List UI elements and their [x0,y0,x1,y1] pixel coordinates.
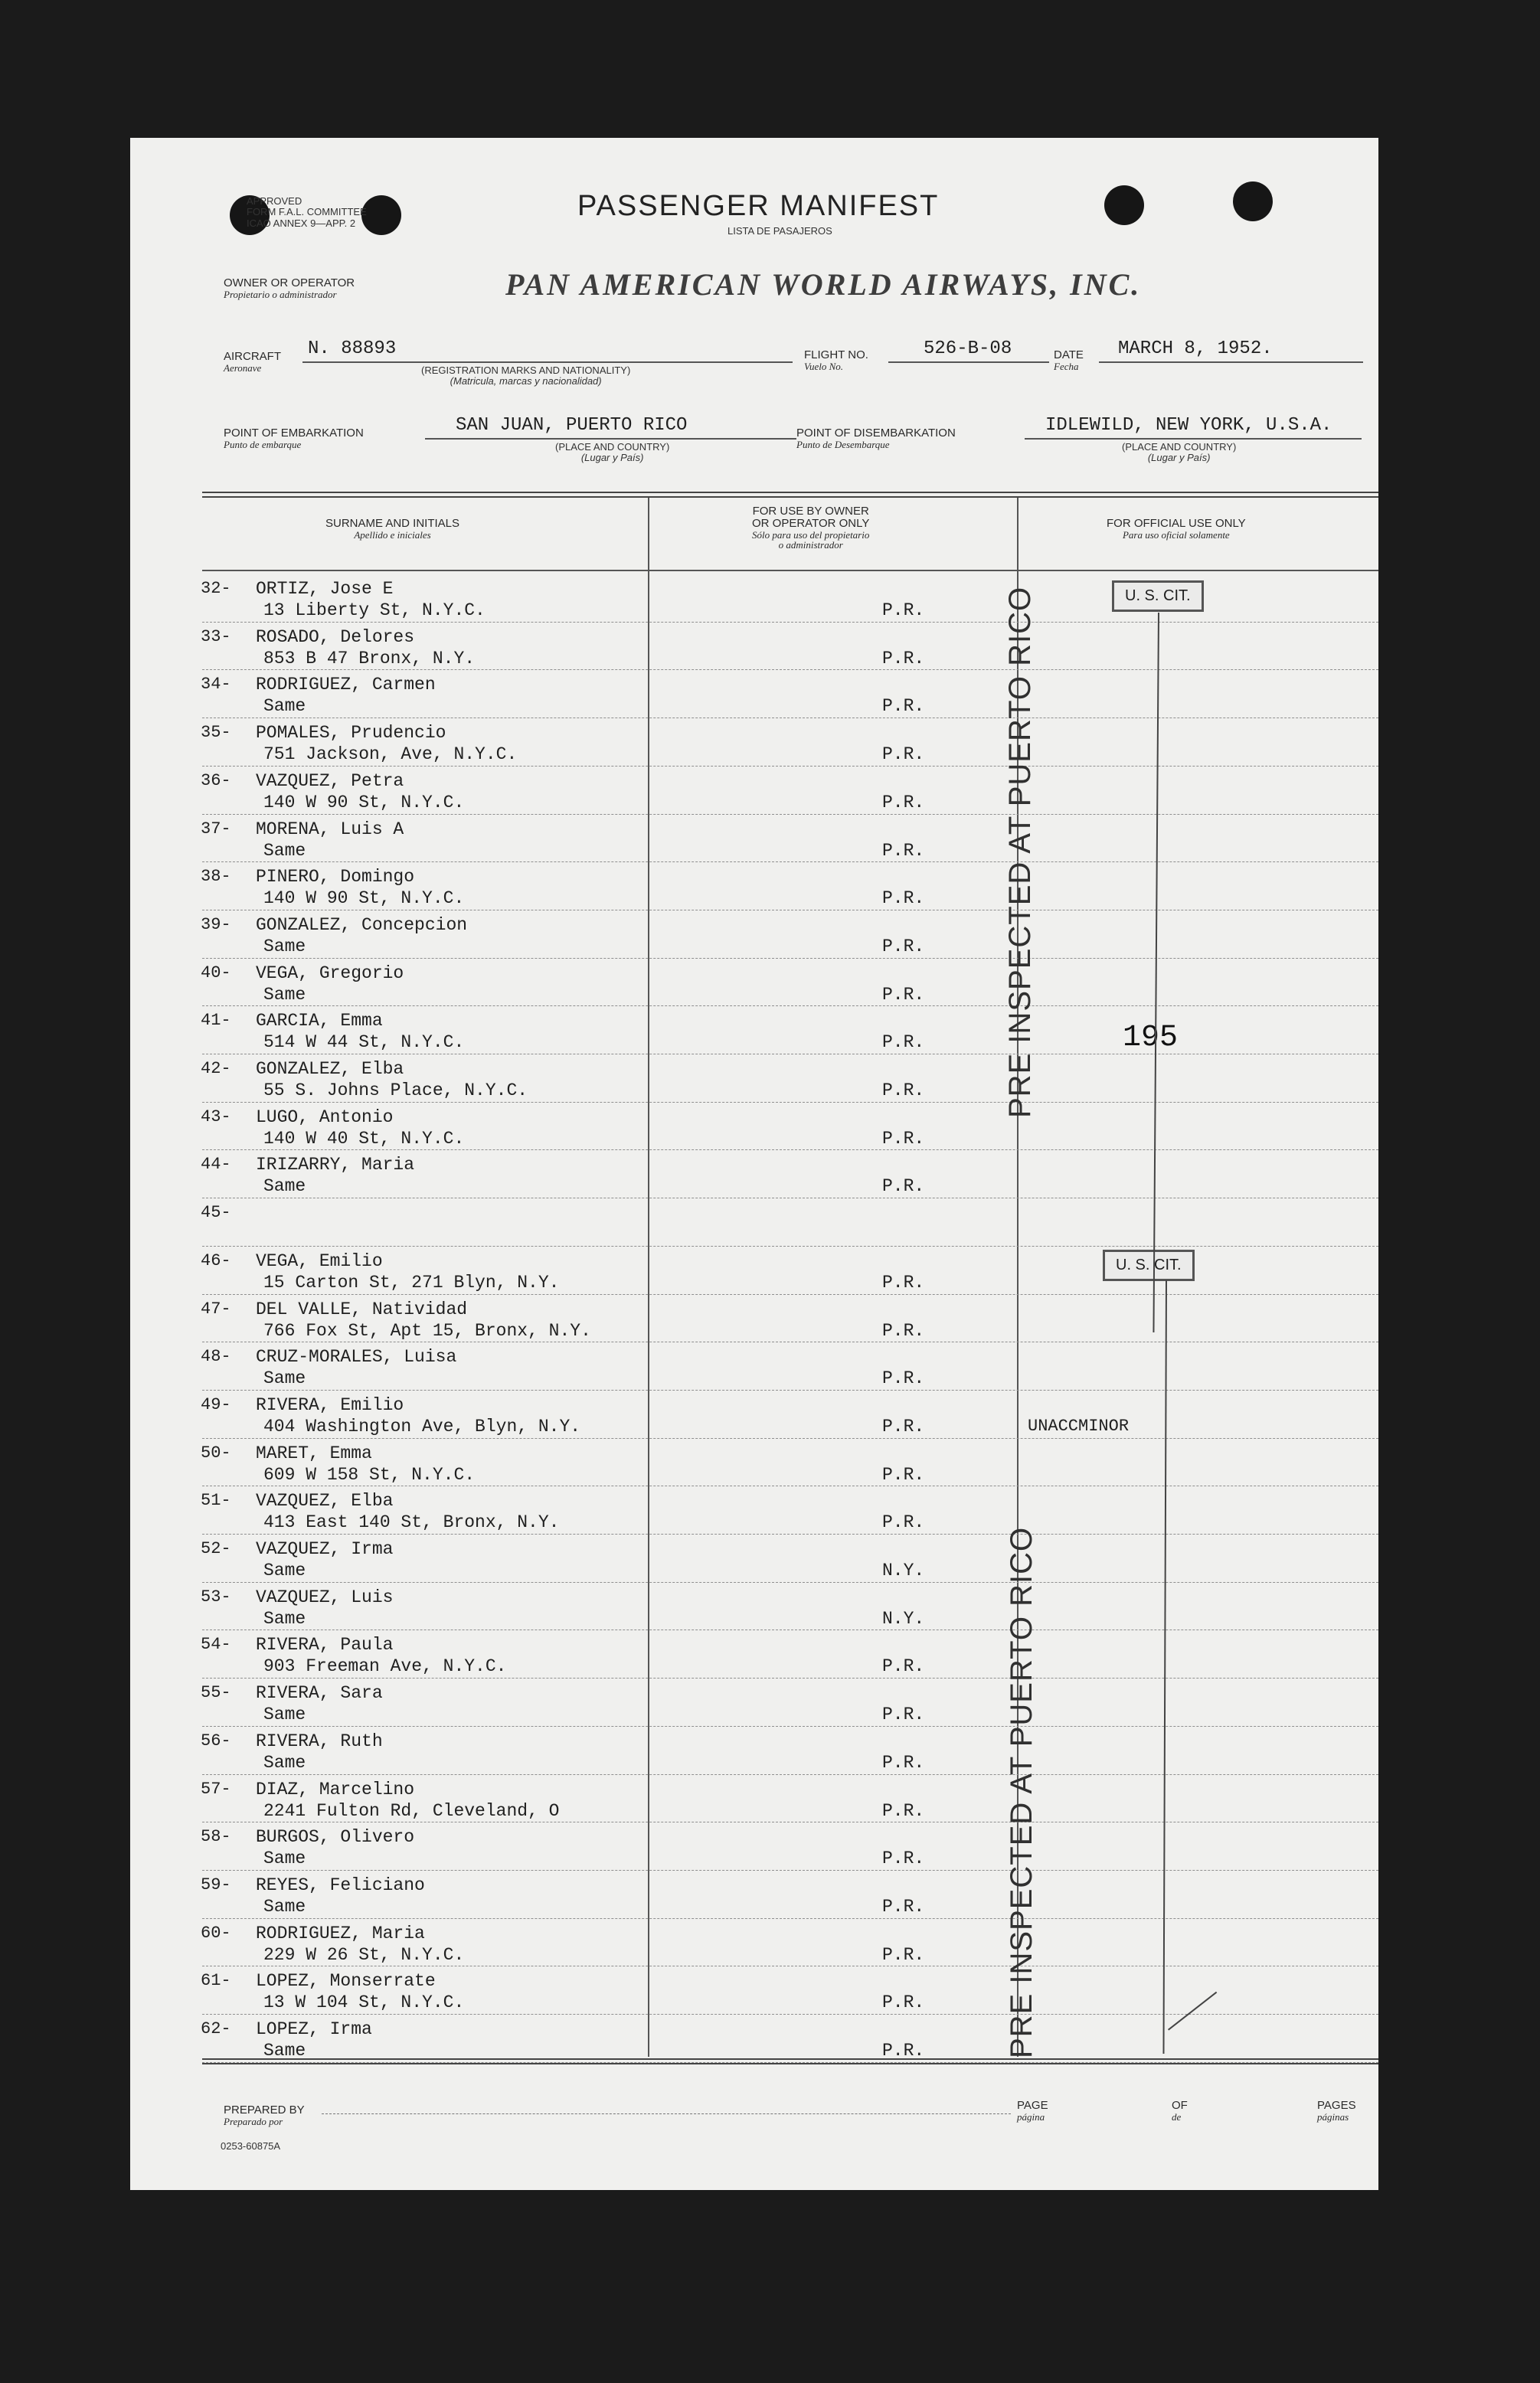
table-row [201,1295,925,1343]
table-row [201,1679,925,1727]
entry-num: 38- [201,867,231,887]
entry-address: Same [263,1705,306,1725]
entry-op: P.R. [882,1464,925,1485]
entry-num: 50- [201,1443,231,1463]
table-row [201,1006,925,1054]
table-row [201,1054,925,1103]
entry-name: VAZQUEZ, Irma [256,1539,394,1559]
entry-name: RIVERA, Emilio [256,1394,404,1415]
entry-address: 13 W 104 St, N.Y.C. [263,1992,465,2013]
entry-op: P.R. [882,1752,925,1773]
entry-num: 51- [201,1491,231,1511]
table-row [201,1103,925,1151]
entry-address: 140 W 40 St, N.Y.C. [263,1128,465,1149]
date-label: DATE Fecha [1054,348,1084,372]
flight-label: FLIGHT NO. Vuelo No. [804,348,868,372]
entry-num: 37- [201,819,231,838]
entry-op: N.Y. [882,1561,925,1580]
entry-op: P.R. [882,600,925,620]
entry-address: 903 Freeman Ave, N.Y.C. [263,1656,507,1677]
punch-hole [361,195,401,235]
entry-num: 39- [201,914,231,934]
entry-num: 48- [201,1347,231,1367]
entry-name: GARCIA, Emma [256,1011,383,1031]
entry-op: P.R. [882,792,925,812]
disembark-value: IDLEWILD, NEW YORK, U.S.A. [1045,415,1332,436]
entry-address: 229 W 26 St, N.Y.C. [263,1944,465,1965]
table-row [201,1486,925,1535]
table-row [201,1919,925,1967]
entry-name: RIVERA, Sara [256,1683,383,1704]
entry-op: N.Y. [882,1608,925,1629]
entry-name: LUGO, Antonio [256,1107,394,1127]
entry-name: VAZQUEZ, Luis [256,1587,394,1607]
entry-num: 49- [201,1394,231,1414]
table-row [201,1391,1130,1439]
aircraft-value: N. 88893 [308,338,397,359]
manifest-sheet [130,138,1378,2190]
table-row [201,1775,925,1823]
of-label: OF de [1172,2099,1188,2123]
field-line [425,438,796,440]
field-line [1025,438,1362,440]
table-top-rule [202,492,1378,493]
entry-address: 55 S. Johns Place, N.Y.C. [263,1080,528,1100]
approval-block [247,196,367,229]
entry-num: 32- [201,579,231,598]
table-row [201,1342,925,1391]
entry-name: MORENA, Luis A [256,819,404,839]
embark-value: SAN JUAN, PUERTO RICO [456,415,688,436]
table-row [201,1535,925,1583]
entry-num: 40- [201,963,231,982]
approval-line: ICAO ANNEX 9—APP. 2 [247,217,356,229]
entry-address: Same [263,1608,306,1629]
entry-op: P.R. [882,2041,925,2061]
official-use-header: FOR OFFICIAL USE ONLY Para uso oficial solamente [1107,517,1246,541]
date-value: MARCH 8, 1952. [1118,338,1273,359]
entry-address: Same [263,1368,306,1389]
embark-note: (PLACE AND COUNTRY) (Lugar y País) [555,441,670,464]
prepared-by-label: PREPARED BY Preparado por [224,2104,305,2127]
table-row [201,1439,925,1487]
entry-name: RODRIGUEZ, Maria [256,1923,425,1943]
entry-op: P.R. [882,696,925,717]
entry-op: P.R. [882,1512,925,1533]
entry-num: 58- [201,1827,231,1847]
entry-num: 44- [201,1155,231,1175]
entry-address: 13 Liberty St, N.Y.C. [263,600,486,620]
table-row [201,767,925,815]
page-label: PAGE página [1017,2099,1048,2123]
entry-num: 62- [201,2019,231,2038]
entry-op: P.R. [882,1320,925,1341]
table-row [201,1727,925,1775]
entry-op: P.R. [882,1176,925,1197]
entry-op: P.R. [882,1032,925,1053]
entry-address: Same [263,984,306,1005]
entry-name: VAZQUEZ, Elba [256,1491,394,1512]
entry-address: Same [263,936,306,956]
entry-num: 46- [201,1250,231,1270]
entry-address: 140 W 90 St, N.Y.C. [263,792,465,812]
entry-op: P.R. [882,1416,925,1437]
entry-op: P.R. [882,984,925,1005]
airline-name: PAN AMERICAN WORLD AIRWAYS, INC. [505,267,1142,302]
field-line [1099,361,1363,363]
entry-name: MARET, Emma [256,1443,372,1463]
entry-op: P.R. [882,1896,925,1917]
entry-num: 45- [201,1203,231,1223]
table-row [201,670,925,718]
entry-name: RIVERA, Ruth [256,1731,383,1751]
entry-name: IRIZARRY, Maria [256,1155,415,1175]
table-row [201,1966,925,2015]
entry-num: 42- [201,1059,231,1078]
entry-address: 404 Washington Ave, Blyn, N.Y. [263,1416,581,1437]
table-row [201,1198,783,1247]
entry-name: BURGOS, Olivero [256,1827,415,1848]
table-row [201,574,925,623]
entry-op: P.R. [882,1800,925,1821]
table-top-rule [202,496,1378,498]
table-row [201,623,925,671]
punch-hole [1233,181,1273,221]
entry-name: RODRIGUEZ, Carmen [256,675,436,695]
entry-address: Same [263,1176,306,1197]
page-subtitle: LISTA DE PASAJEROS [727,225,832,237]
entry-name: ORTIZ, Jose E [256,579,394,599]
us-citizen-stamp: U. S. CIT. [1112,580,1204,612]
entry-address: 2241 Fulton Rd, Cleveland, O [263,1800,560,1821]
embark-label: POINT OF EMBARKATION Punto de embarque [224,427,364,450]
entry-address: 609 W 158 St, N.Y.C. [263,1464,476,1485]
entry-address: 853 B 47 Bronx, N.Y. [263,648,476,668]
entry-op: P.R. [882,744,925,765]
entry-op: P.R. [882,1128,925,1149]
entry-name: LOPEZ, Monserrate [256,1971,436,1992]
field-line [302,361,793,363]
entry-num: 53- [201,1587,231,1607]
entry-address: Same [263,1896,306,1917]
pages-label: PAGES páginas [1317,2099,1356,2123]
entry-address: 15 Carton St, 271 Blyn, N.Y. [263,1272,560,1293]
entry-name: DEL VALLE, Natividad [256,1299,468,1319]
entry-op: P.R. [882,888,925,909]
entry-note: UNACCMINOR [1028,1416,1130,1436]
form-code: 0253-60875A [221,2140,281,2152]
flight-value: 526-B-08 [924,338,1012,359]
entry-name: GONZALEZ, Elba [256,1059,404,1079]
aircraft-label: AIRCRAFT Aeronave [224,350,281,374]
table-row [201,2015,925,2063]
entry-name: POMALES, Prudencio [256,723,446,744]
entry-num: 41- [201,1011,231,1031]
entry-address: Same [263,1849,306,1869]
table-row [201,959,925,1007]
table-row [201,910,925,959]
entry-op: P.R. [882,936,925,956]
entry-op: P.R. [882,1368,925,1389]
entry-address: Same [263,1561,306,1580]
bracket-line [1153,613,1159,1332]
entry-num: 54- [201,1635,231,1655]
page-title: PASSENGER MANIFEST [577,190,940,222]
entry-address: Same [263,2041,306,2061]
owner-label: OWNER OR OPERATOR Propietario o administrador [224,276,355,300]
entry-address: 766 Fox St, Apt 15, Bronx, N.Y. [263,1320,591,1341]
entry-name: PINERO, Domingo [256,867,415,887]
entry-op: P.R. [882,1992,925,2013]
preinspected-stamp: PRE INSPECTED AT PUERTO RICO [1003,586,1037,1118]
table-bottom-rule [202,2063,1378,2064]
entry-name: DIAZ, Marcelino [256,1779,415,1800]
owner-use-header: FOR USE BY OWNER OR OPERATOR ONLY Sólo para uso del propietario o administrador [752,505,870,551]
entry-address: Same [263,696,306,717]
entry-num: 60- [201,1923,231,1943]
entry-num: 56- [201,1731,231,1750]
surname-header: SURNAME AND INITIALS Apellido e iniciales [325,517,460,541]
entry-num: 59- [201,1875,231,1894]
field-line [888,361,1049,363]
entry-address: 140 W 90 St, N.Y.C. [263,888,465,909]
table-row [201,1871,925,1919]
entry-address: Same [263,1752,306,1773]
entry-num: 36- [201,770,231,790]
entry-num: 33- [201,626,231,646]
entry-op: P.R. [882,1944,925,1965]
entry-num: 43- [201,1107,231,1126]
entry-num: 57- [201,1779,231,1799]
us-citizen-stamp: U. S. CIT. [1103,1250,1195,1281]
entry-name: VEGA, Emilio [256,1250,383,1271]
table-bottom-rule [202,2058,1378,2060]
entry-address: 413 East 140 St, Bronx, N.Y. [263,1512,560,1533]
field-line [322,2113,1011,2114]
aircraft-note: (REGISTRATION MARKS AND NATIONALITY) (Matricula, marcas y nacionalidad) [421,364,631,387]
punch-hole [1104,185,1144,225]
entry-address: 751 Jackson, Ave, N.Y.C. [263,744,518,765]
entry-name: LOPEZ, Irma [256,2019,372,2039]
entry-name: CRUZ-MORALES, Luisa [256,1347,457,1368]
entry-name: RIVERA, Paula [256,1635,394,1656]
entry-num: 55- [201,1683,231,1703]
bracket-line [1162,1280,1167,2054]
entry-name: ROSADO, Delores [256,626,415,647]
approval-line: FORM F.A.L. COMMITTEE [247,206,367,218]
entry-num: 61- [201,1971,231,1991]
entry-num: 52- [201,1539,231,1558]
passenger-count: 195 [1123,1021,1179,1055]
table-row [201,815,925,863]
table-row [201,1150,925,1198]
entry-op: P.R. [882,840,925,861]
entry-op: P.R. [882,648,925,668]
entry-num: 34- [201,675,231,695]
entry-op: P.R. [882,1705,925,1725]
table-row [201,1247,925,1295]
entry-num: 35- [201,723,231,743]
entry-address: Same [263,840,306,861]
entry-name: GONZALEZ, Concepcion [256,914,468,935]
table-row [201,1583,925,1631]
entry-op: P.R. [882,1849,925,1869]
table-row [201,1630,925,1679]
check-mark [1168,1992,1217,2031]
entry-name: VAZQUEZ, Petra [256,770,404,791]
disembark-label: POINT OF DISEMBARKATION Punto de Desembarque [796,427,956,450]
disembark-note: (PLACE AND COUNTRY) (Lugar y País) [1122,441,1237,464]
table-row [201,1822,925,1871]
preinspected-stamp: PRE INSPECTED AT PUERTO RICO [1005,1526,1038,2058]
entry-name: REYES, Feliciano [256,1875,425,1895]
approval-line: APPROVED [247,195,302,207]
entry-op: P.R. [882,1272,925,1293]
entry-op: P.R. [882,1656,925,1677]
entry-op: P.R. [882,1080,925,1100]
entry-num: 47- [201,1299,231,1319]
entry-name: VEGA, Gregorio [256,963,404,983]
entry-address: 514 W 44 St, N.Y.C. [263,1032,465,1053]
table-row [201,862,925,910]
table-row [201,718,925,767]
header-rule [202,570,1378,571]
